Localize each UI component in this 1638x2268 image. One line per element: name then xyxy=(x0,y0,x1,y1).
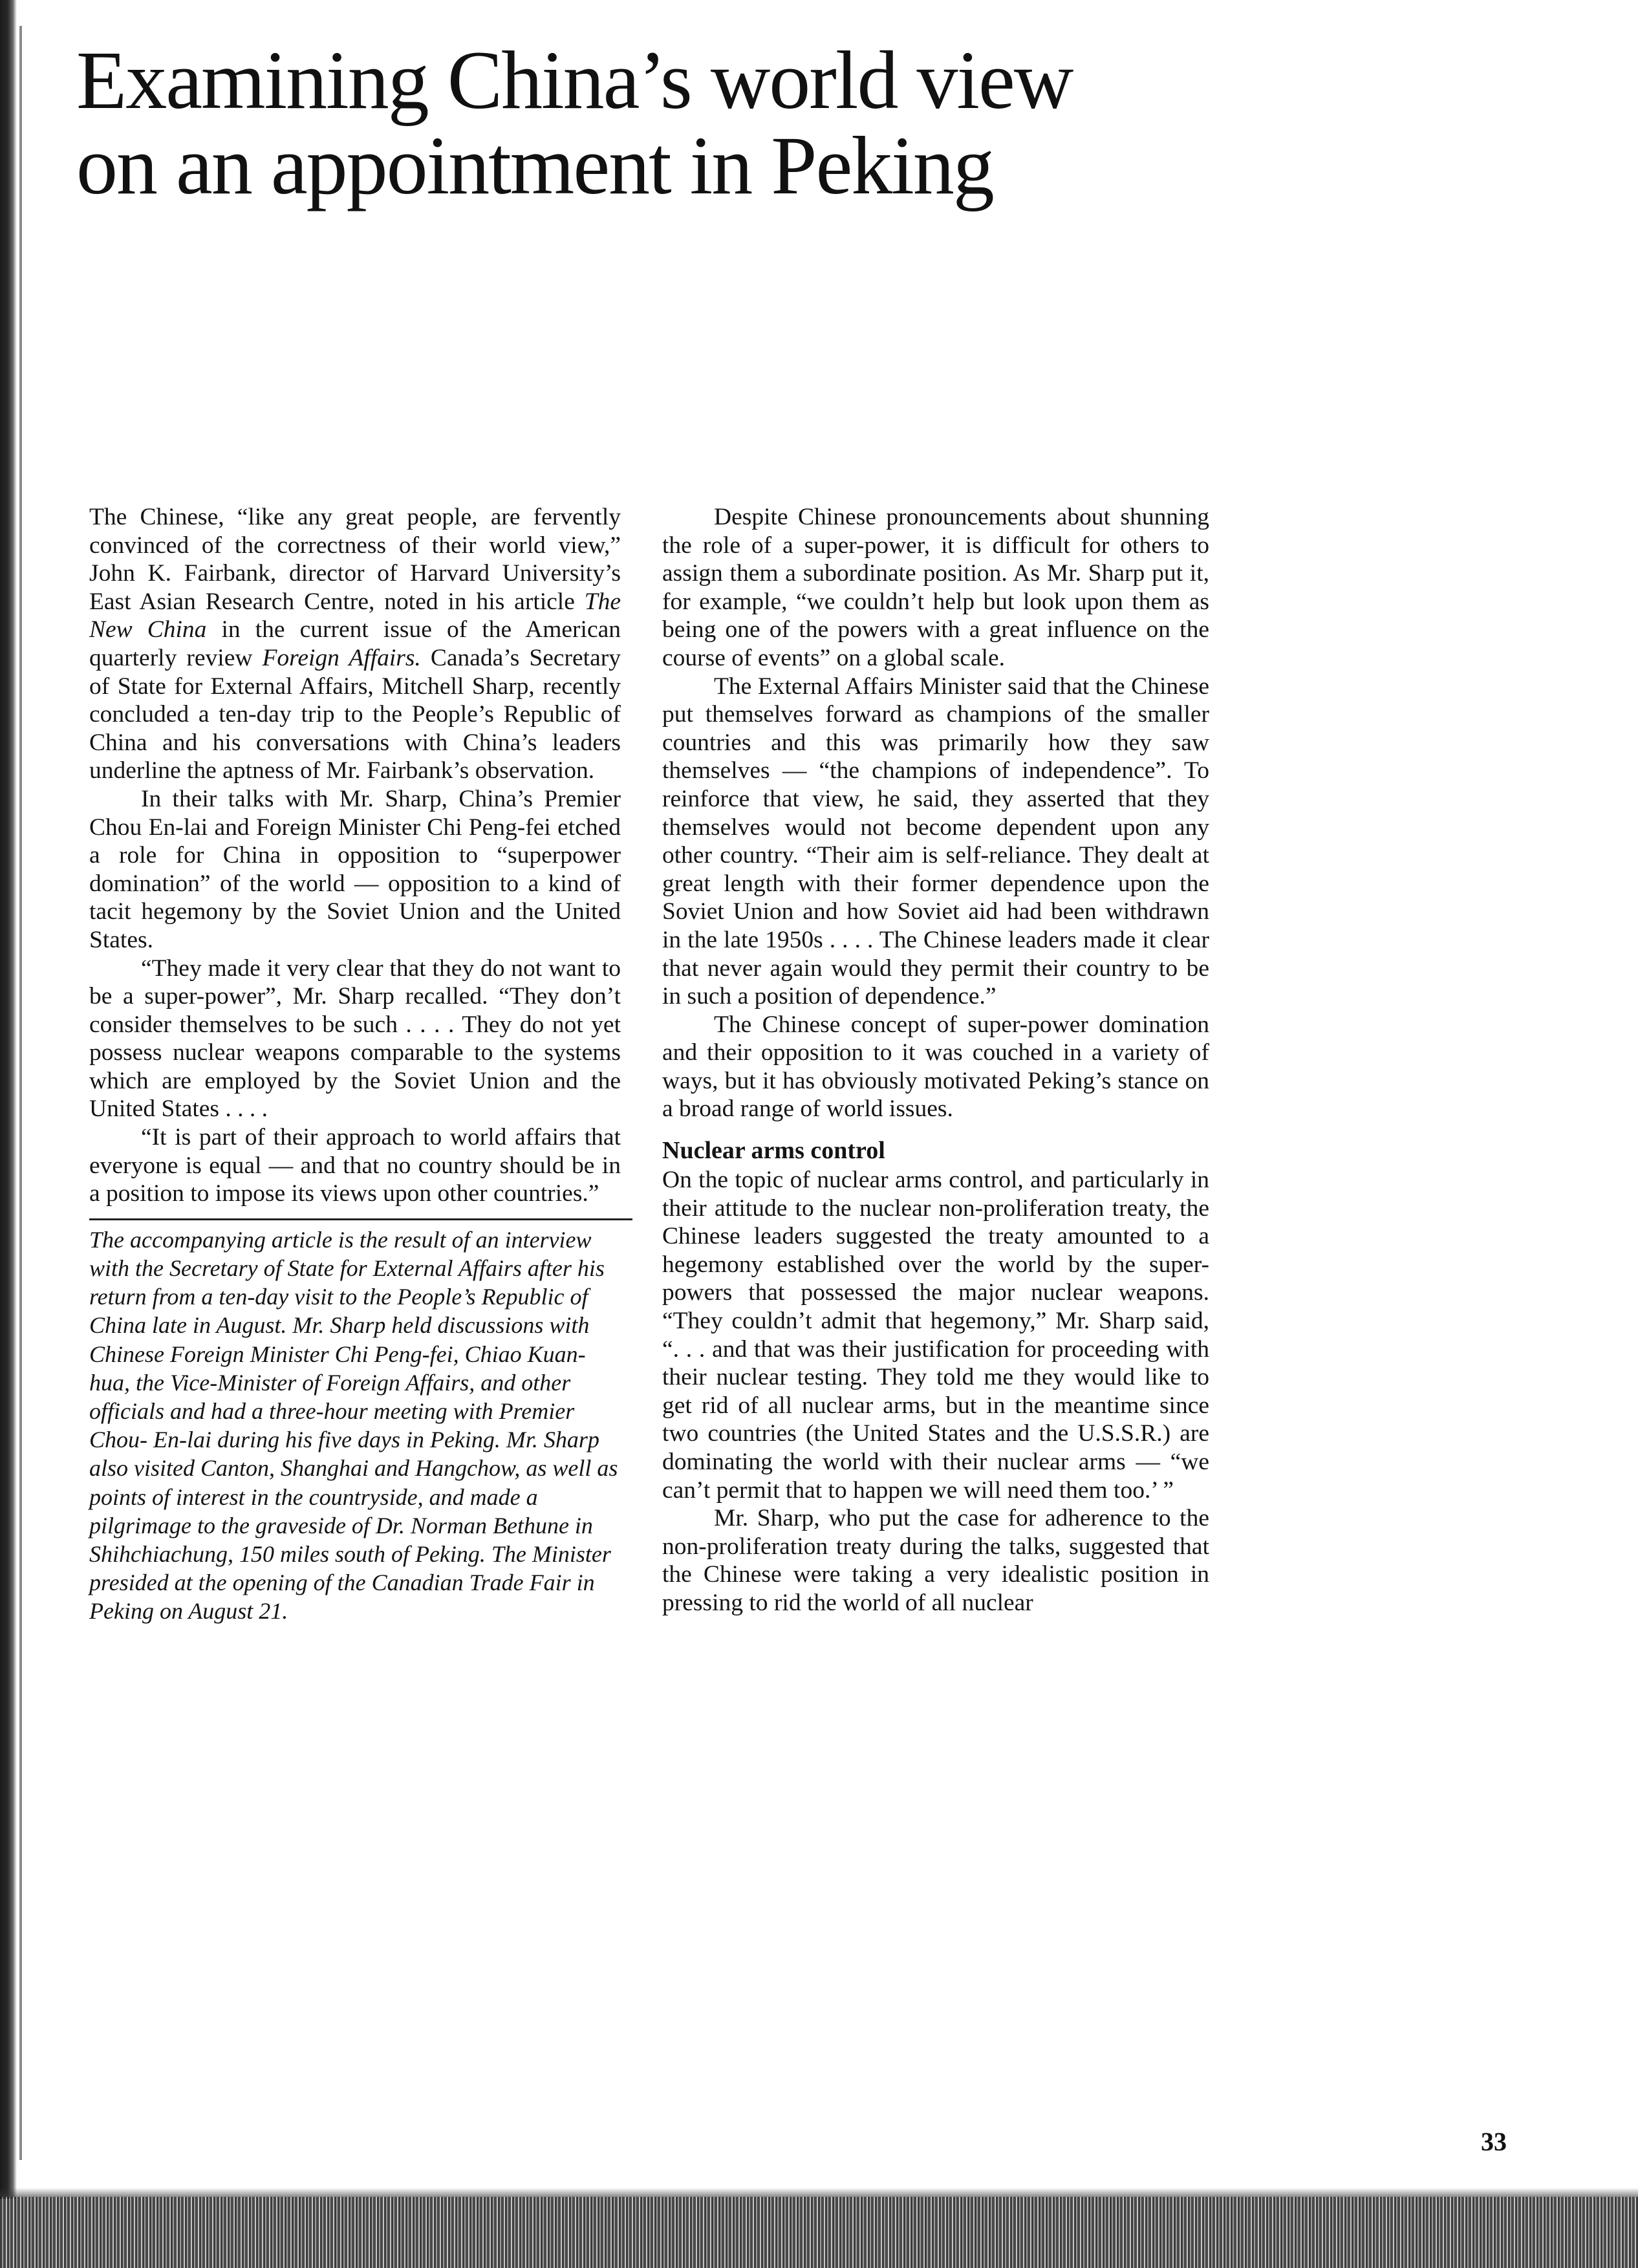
intro-text-a: The Chinese, “like any great people, are fervently convinced of the correctness of their world view,” John K. Fairbank, director of Harvard University’s East Asian Research Centre, noted in his article xyxy=(89,504,621,615)
scan-binding-edge xyxy=(0,0,17,2199)
section-heading-nuclear: Nuclear arms control xyxy=(662,1137,885,1165)
right-column xyxy=(662,503,1209,1617)
scan-binding-shadow xyxy=(19,26,22,2160)
paragraph-despite: Despite Chinese pronouncements about shunning the role of a super-power, it is difficult for others to assign them a subordinate position. As Mr. Sharp put it, for example, “we couldn’t help but look upon them as being one of the powers with a great influence on the course of events” on a global scale. xyxy=(662,504,1209,671)
paragraph-equal: “It is part of their approach to world affairs that everyone is equal — and that no country should be in a position to impose its views upon other countries.” xyxy=(89,1124,621,1207)
scan-bottom-edge xyxy=(0,2197,1638,2268)
intro-text-b: in the current issue of the American quarterly review xyxy=(89,616,621,671)
paragraph-adherence: Mr. Sharp, who put the case for adherence to the non-proliferation treaty during the talks, suggested that the Chinese were taking a very idealistic position in pressing to rid the world of all nuclear xyxy=(662,1505,1209,1616)
article-title-new-china: The New China xyxy=(89,588,621,643)
paragraph-champions: The External Affairs Minister said that the Chinese put themselves forward as champions of the smaller countries and this was primarily how they saw themselves — “the champions of independence”. To reinforce that view, he said, they asserted that they themselves would not become dependent upon any other country. “Their aim is self-reliance. They dealt at great length with their former dependence upon the Soviet Union and how Soviet aid had been withdrawn in the late 1950s . . . . The Chinese leaders made it clear that never again would they permit their country to be in such a position of dependence.” xyxy=(662,673,1209,1010)
publication-title-foreign-affairs: Foreign Affairs. xyxy=(262,644,421,671)
article-headline xyxy=(76,34,1305,211)
editor-note-divider xyxy=(89,1218,632,1220)
left-column xyxy=(89,503,621,1626)
headline-line-2: on an appointment in Peking xyxy=(76,120,993,211)
paragraph-super-power: “They made it very clear that they do not want to be a super-power”, Mr. Sharp recalled. “They don’t consider themselves to be such . . . . They do not yet possess nuclear weapons comparable to the systems which are employed by the Soviet Union and the United States . . . . xyxy=(89,955,621,1123)
paragraph-nuclear: On the topic of nuclear arms control, and particularly in their attitude to the nuclear non-proliferation treaty, the Chinese leaders suggested the treaty amounted to a hegemony established over the world by the super-powers that possessed the major nuclear weapons. “They couldn’t admit that hegemony,” Mr. Sharp said, “. . . and that was their justification for proceeding with their nuclear testing. They told me they would like to get rid of all nuclear arms, but in the meantime since two countries (the United States and the U.S.S.R.) are dominating the world with their nuclear arms — “we can’t permit that to happen we will need them too.’ ” xyxy=(662,1167,1209,1504)
paragraph-talks: In their talks with Mr. Sharp, China’s Premier Chou En-lai and Foreign Minister Chi Peng-fei etched a role for China in opposition to “superpower domination” of the world — opposition to a kind of tacit hegemony by the Soviet Union and the United States. xyxy=(89,785,621,953)
page-number: 33 xyxy=(1481,2127,1507,2156)
editor-note: The accompanying article is the result of an interview with the Secretary of State for External Affairs after his return from a ten-day visit to the People’s Republic of China late in August. Mr. Sharp held discussions with Chinese Foreign Minister Chi Peng-fei, Chiao Kuan-hua, the Vice-Minister of Foreign Affairs, and other officials and had a three-hour meeting with Premier Chou- En-lai during his five days in Peking. Mr. Sharp also visited Canton, Shanghai and Hangchow, as well as points of interest in the countryside, and made a pilgrimage to the graveside of Dr. Norman Bethune in Shihchiachung, 150 miles south of Peking. The Minister presided at the opening of the Canadian Trade Fair in Peking on August 21. xyxy=(89,1226,618,1625)
headline-line-1: Examining China’s world view xyxy=(76,34,1073,126)
paragraph-concept: The Chinese concept of super-power domination and their opposition to it was couched in a variety of ways, but it has obviously motivated Peking’s stance on a broad range of world issues. xyxy=(662,1011,1209,1123)
intro-text-c: Canada’s Secretary of State for External Affairs, Mitchell Sharp, recently concluded a ten-day trip to the People’s Republic of China and his conversations with China’s leaders underline the aptness of Mr. Fairbank’s observation. xyxy=(89,644,621,784)
paragraph-intro xyxy=(89,503,621,785)
scan-bottom-shadow xyxy=(0,2188,1638,2197)
